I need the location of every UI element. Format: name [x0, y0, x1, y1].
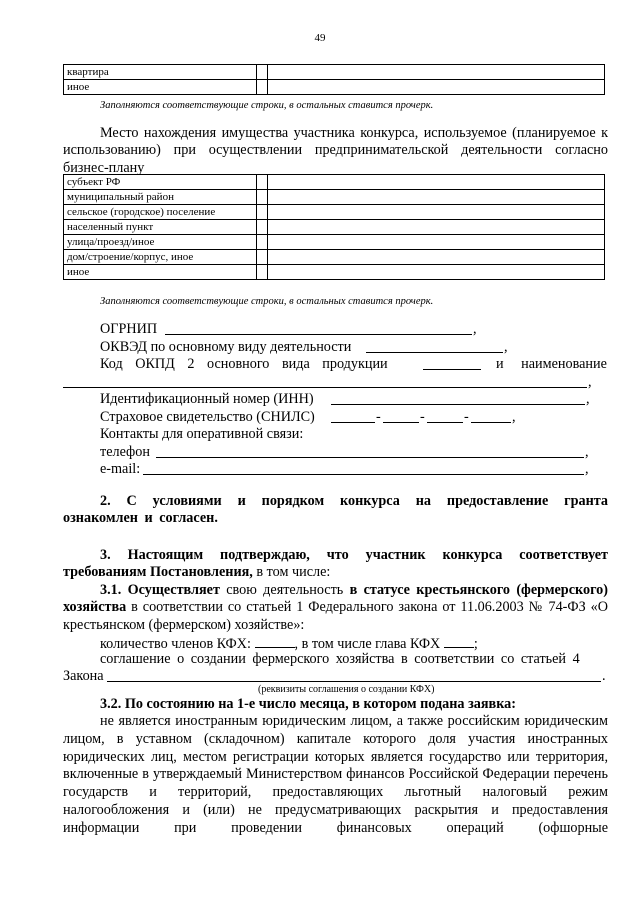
- location-table: [63, 174, 605, 280]
- ogrnip-label: ОГРНИП: [100, 321, 158, 337]
- snils-field-1[interactable]: [331, 422, 375, 423]
- okpd-code-field[interactable]: [423, 369, 481, 370]
- table-note: Заполняются соответствующие строки, в остальных ставится прочерк.: [100, 296, 434, 307]
- table-row: [64, 65, 605, 80]
- snils-field-3[interactable]: [427, 422, 463, 423]
- email-comma: ,: [585, 461, 589, 477]
- table-cell[interactable]: [257, 205, 268, 220]
- snils-field-2[interactable]: [383, 422, 419, 423]
- section-3-2-heading: 3.2. По состоянию на 1-е число месяца, в котором подана заявка:: [100, 696, 516, 712]
- okved-label: ОКВЭД по основному виду деятельности: [100, 339, 352, 355]
- okved-field[interactable]: [366, 352, 503, 353]
- section-3-1-status: в статусе крестьянского (фермерского) хозяйства: [63, 582, 608, 616]
- table-row: [64, 80, 605, 95]
- table-cell[interactable]: [257, 235, 268, 250]
- snils-dash: -: [376, 409, 381, 425]
- table-cell-label: субъект РФ: [64, 175, 257, 190]
- kfh-head-field[interactable]: [444, 634, 474, 648]
- section-3-1-rest: в соответствии со статьей 1 Федерального закона от 11.06.2003 № 74-ФЗ «О крестьянском (фермерском) хозяйстве»:: [63, 599, 608, 633]
- table-cell-label: иное: [64, 265, 257, 280]
- table-cell-value[interactable]: [268, 250, 605, 265]
- kfh-head-label: , в том числе глава КФХ: [294, 636, 441, 652]
- section-3-2-body: не является иностранным юридическим лицом, а также российским юридическим лицом, в уставном (складочном) капитале которого доля участия иностранных юридических лиц, местом регистрации которых является государство или территория, включенные в утверждаемый Министерством финансов Российской Федерации перечень государств и территорий, предоставляющих льготный налоговый режим налогообложения и (или) не предусматривающих раскрытия и предоставления информации при проведении финансовых операций (офшорные: [63, 713, 608, 836]
- agreement-field[interactable]: [107, 681, 601, 682]
- kfh-members-label: количество членов КФХ:: [100, 636, 251, 652]
- table-cell[interactable]: [257, 220, 268, 235]
- email-label: e-mail:: [100, 461, 141, 477]
- table-cell-value[interactable]: [268, 65, 605, 80]
- section-3: [63, 547, 608, 582]
- okpd-name-label: и наименование: [496, 356, 607, 372]
- inn-comma: ,: [586, 391, 590, 407]
- okpd-name-field[interactable]: [63, 387, 587, 388]
- agreement-line: соглашение о создании фермерского хозяйства в соответствии со статьей 4: [100, 651, 580, 667]
- phone-label: телефон: [100, 444, 150, 460]
- kfh-members-field[interactable]: [255, 634, 295, 648]
- location-text: Место нахождения имущества участника конкурса, используемое (планируемое к использованию) при осуществлении предпринимательской деятельности согласно бизнес-плану: [63, 125, 608, 176]
- table-cell-value[interactable]: [268, 175, 605, 190]
- table-cell-value[interactable]: [268, 190, 605, 205]
- section-3-rest: в том числе:: [252, 564, 331, 581]
- table-cell-label: иное: [64, 80, 257, 95]
- table-cell[interactable]: [257, 65, 268, 80]
- table-row: [64, 265, 605, 280]
- ogrnip-field[interactable]: [165, 334, 472, 335]
- snils-comma: ,: [512, 409, 516, 425]
- ogrnip-comma: ,: [473, 321, 477, 337]
- table-cell-value[interactable]: [268, 265, 605, 280]
- contacts-label: Контакты для оперативной связи:: [100, 426, 304, 442]
- table-cell-value[interactable]: [268, 205, 605, 220]
- okpd-comma: ,: [588, 374, 592, 390]
- agreement-period: .: [602, 668, 606, 684]
- snils-dash: -: [464, 409, 469, 425]
- section-3-1-heading: 3.1. Осуществляет: [100, 582, 220, 598]
- section-3-1: [63, 582, 608, 634]
- kfh-semicolon: ;: [473, 636, 478, 652]
- inn-label: Идентификационный номер (ИНН): [100, 391, 314, 407]
- table-cell-label: муниципальный район: [64, 190, 257, 205]
- table-row: [64, 190, 605, 205]
- inn-field[interactable]: [331, 404, 585, 405]
- page-number: 49: [314, 32, 326, 44]
- table-cell-label: дом/строение/корпус, иное: [64, 250, 257, 265]
- email-field[interactable]: [143, 474, 584, 475]
- property-table-top: [63, 64, 605, 95]
- table-cell-value[interactable]: [268, 220, 605, 235]
- phone-comma: ,: [585, 444, 589, 460]
- phone-field[interactable]: [156, 457, 584, 458]
- table-cell-value[interactable]: [268, 80, 605, 95]
- section-3-1-mid: свою деятельность: [219, 582, 350, 598]
- table-row: [64, 205, 605, 220]
- agreement-law-label: Закона: [63, 668, 104, 684]
- snils-label: Страховое свидетельство (СНИЛС): [100, 409, 315, 425]
- table-cell[interactable]: [257, 190, 268, 205]
- location-paragraph: [63, 125, 608, 177]
- okpd-label: Код ОКПД 2 основного вида продукции: [100, 356, 388, 372]
- table-cell[interactable]: [257, 250, 268, 265]
- table-row: [64, 235, 605, 250]
- table-row: [64, 220, 605, 235]
- table-row: [64, 175, 605, 190]
- table-note: Заполняются соответствующие строки, в остальных ставится прочерк.: [100, 100, 434, 111]
- agreement-caption: (реквизиты соглашения о создании КФХ): [258, 684, 435, 695]
- table-cell[interactable]: [257, 80, 268, 95]
- table-cell-label: населенный пункт: [64, 220, 257, 235]
- table-cell-label: сельское (городское) поселение: [64, 205, 257, 220]
- table-cell[interactable]: [257, 175, 268, 190]
- section-3-heading: 3. Настоящим подтверждаю, что участник конкурса соответствует требованиям Постановления,: [63, 547, 608, 581]
- snils-field-4[interactable]: [471, 422, 511, 423]
- table-cell-value[interactable]: [268, 235, 605, 250]
- table-cell-label: квартира: [64, 65, 257, 80]
- section-2: 2. С условиями и порядком конкурса на предоставление гранта ознакомлен и согласен.: [63, 493, 608, 527]
- okved-comma: ,: [504, 339, 508, 355]
- table-row: [64, 250, 605, 265]
- table-cell[interactable]: [257, 265, 268, 280]
- snils-dash: -: [420, 409, 425, 425]
- table-cell-label: улица/проезд/иное: [64, 235, 257, 250]
